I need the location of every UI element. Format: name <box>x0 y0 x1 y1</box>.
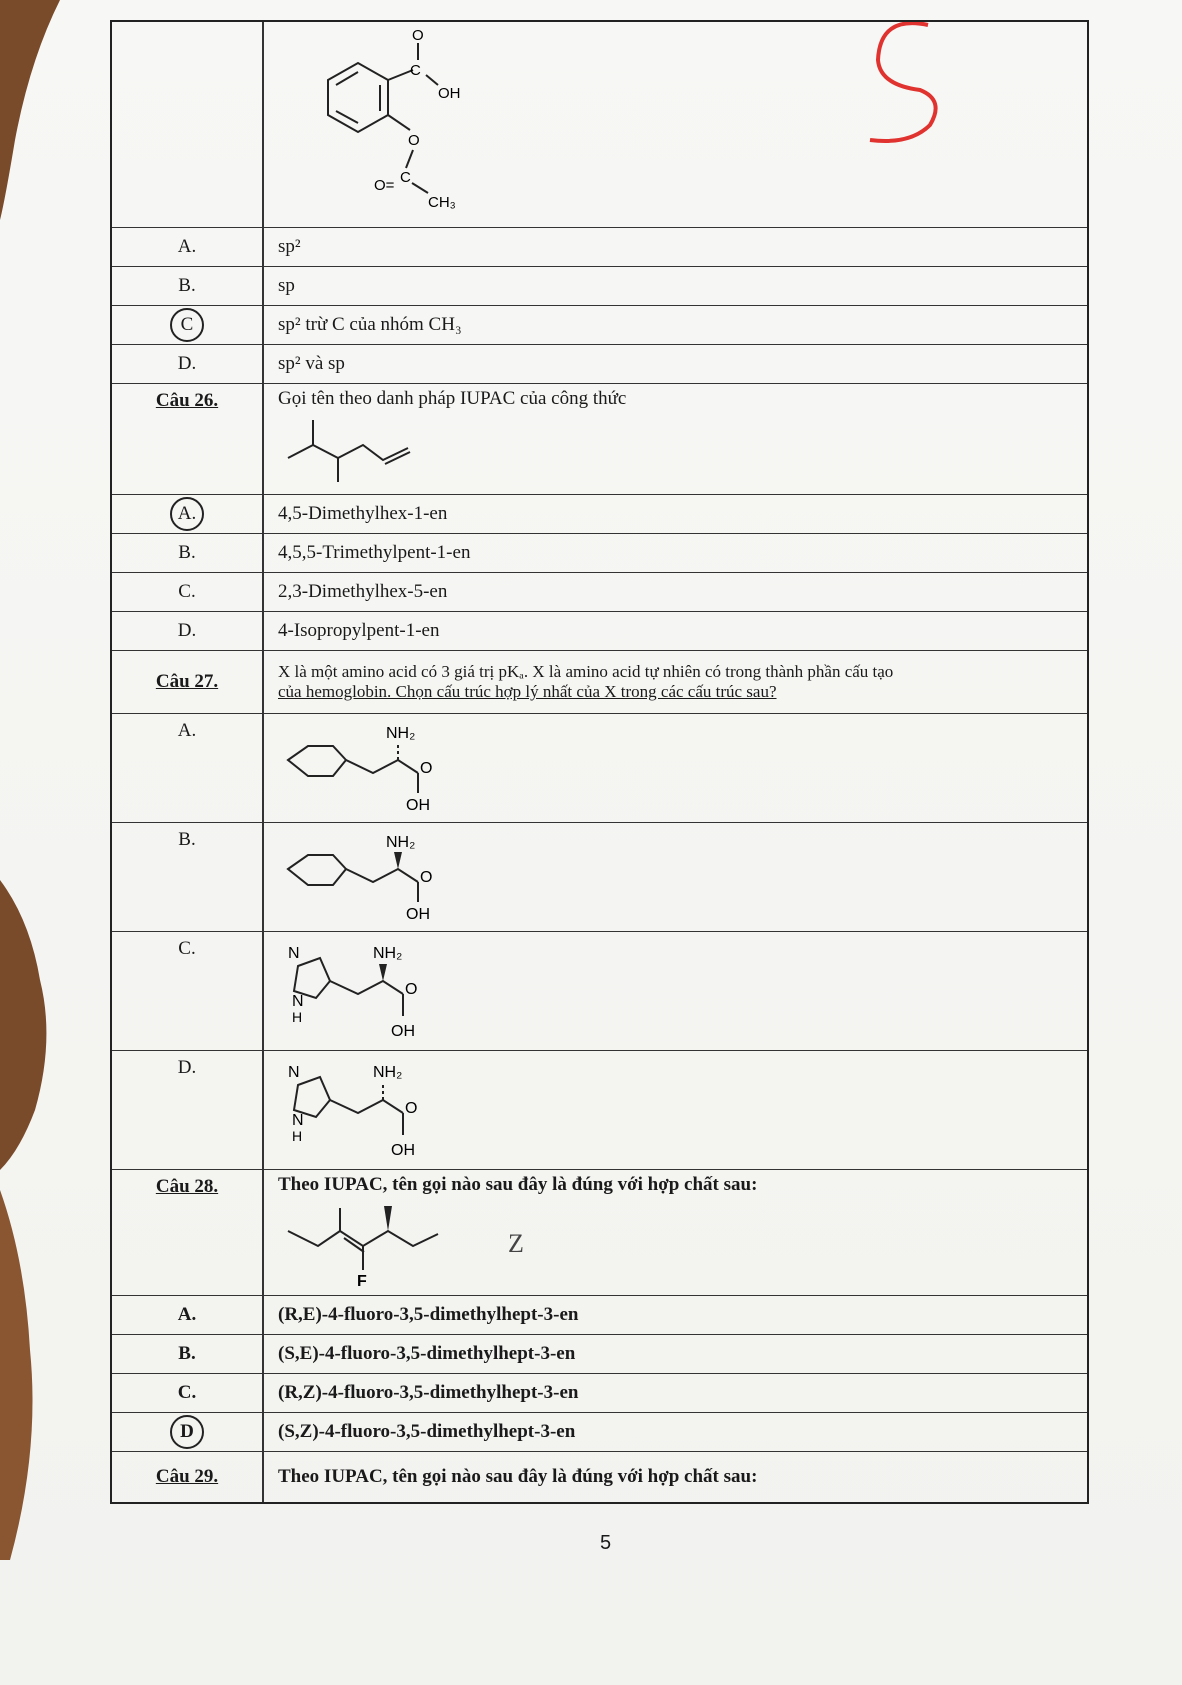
q27-option-b-row <box>112 823 1087 932</box>
q28-number: Câu 28. <box>112 1170 264 1295</box>
q27-option-c-label: C. <box>112 932 264 1050</box>
q28-option-a-row <box>112 1296 1087 1335</box>
q28-option-a-label: A. <box>112 1296 264 1334</box>
q27-question-line1: X là một amino acid có 3 giá trị pKₐ. X là amino acid tự nhiên có trong thành phần cấu tạo <box>278 662 894 681</box>
q27-d-nh-label: N <box>292 1112 304 1129</box>
q28-question-text: Theo IUPAC, tên gọi nào sau đây là đúng với hợp chất sau: <box>278 1174 758 1195</box>
q29-question-text: Theo IUPAC, tên gọi nào sau đây là đúng với hợp chất sau: <box>278 1466 758 1487</box>
q28-option-b-row <box>112 1335 1087 1374</box>
q28-question-cell <box>264 1170 1087 1295</box>
q29-number: Câu 29. <box>112 1452 264 1502</box>
q25-structure-cell <box>264 22 1087 227</box>
q28-handwritten-z: Z <box>508 1228 524 1258</box>
q26-option-d-row <box>112 612 1087 651</box>
q27-a-phenylalanine <box>278 718 478 818</box>
aspirin-o-top-label: O <box>412 26 424 44</box>
q28-f-label: F <box>357 1273 367 1290</box>
q25-option-d-text: sp² và sp <box>278 353 345 374</box>
aspirin-ch3-label: CH₃ <box>428 193 456 211</box>
q27-d-o-label: O <box>405 1100 418 1117</box>
q28-question-row <box>112 1170 1087 1296</box>
q27-c-h-label: H <box>292 1009 303 1025</box>
q27-d-h-label: H <box>292 1128 303 1144</box>
q27-b-nh2-label: NH₂ <box>386 834 416 851</box>
q27-d-n-label: N <box>288 1064 300 1081</box>
q27-option-b-structure-cell <box>264 823 1087 931</box>
q25-option-d-row <box>112 345 1087 384</box>
q28-option-d-text: (S,Z)-4-fluoro-3,5-dimethylhept-3-en <box>278 1421 576 1442</box>
q27-a-oh-label: OH <box>406 797 430 814</box>
q27-option-a-structure-cell <box>264 714 1087 822</box>
q27-c-oh-label: OH <box>391 1023 415 1040</box>
q26-option-d-text: 4-Isopropylpent-1-en <box>278 620 440 641</box>
q28-option-b-text: (S,E)-4-fluoro-3,5-dimethylhept-3-en <box>278 1343 576 1364</box>
q29-question-row <box>112 1452 1087 1502</box>
q27-b-oh-label: OH <box>406 906 430 923</box>
q27-question-cell <box>264 651 1087 713</box>
q27-a-nh2-label: NH₂ <box>386 725 416 742</box>
exam-table <box>110 20 1089 1504</box>
q25-option-d-label: D. <box>112 345 264 383</box>
q25-structure-row <box>112 22 1087 228</box>
q25-option-b-row <box>112 267 1087 306</box>
q27-option-d-structure-cell <box>264 1051 1087 1169</box>
q26-option-a-row <box>112 495 1087 534</box>
q28-skeletal-structure <box>278 1196 478 1291</box>
q26-skeletal-structure <box>278 410 428 485</box>
q27-option-c-structure-cell <box>264 932 1087 1050</box>
q25-option-a-row <box>112 228 1087 267</box>
q27-option-d-label: D. <box>112 1051 264 1169</box>
page-number: 5 <box>600 1532 612 1554</box>
aspirin-o-mid-label: O <box>408 131 420 149</box>
aspirin-structure <box>278 25 498 225</box>
q27-d-nh2-label: NH₂ <box>373 1064 403 1081</box>
aspirin-c1-label: C <box>410 61 421 79</box>
q27-b-o-label: O <box>420 869 433 886</box>
q27-a-o-label: O <box>420 760 433 777</box>
q26-question-cell <box>264 384 1087 494</box>
q28-option-c-text: (R,Z)-4-fluoro-3,5-dimethylhept-3-en <box>278 1382 579 1403</box>
q28-option-d-circled-label: D <box>170 1415 204 1449</box>
q25-number-cell <box>112 22 264 227</box>
q26-question-row <box>112 384 1087 495</box>
q25-option-c-row <box>112 306 1087 345</box>
q27-option-b-label: B. <box>112 823 264 931</box>
q27-c-histidine <box>278 936 478 1046</box>
q27-option-a-label: A. <box>112 714 264 822</box>
q26-option-b-text: 4,5,5-Trimethylpent-1-en <box>278 542 471 563</box>
q27-c-nh-label: N <box>292 993 304 1010</box>
q28-option-c-row <box>112 1374 1087 1413</box>
q25-option-c-text: sp² trừ C của nhóm CH₃ <box>278 314 462 335</box>
q27-c-n-label: N <box>288 945 300 962</box>
q26-option-b-row <box>112 534 1087 573</box>
q26-option-a-circled-label: A. <box>170 497 204 531</box>
q25-option-b-label: B. <box>112 267 264 305</box>
q26-option-c-row <box>112 573 1087 612</box>
q28-option-c-label: C. <box>112 1374 264 1412</box>
q27-b-phenylalanine <box>278 827 478 927</box>
q28-option-b-label: B. <box>112 1335 264 1373</box>
q27-d-histidine <box>278 1055 478 1165</box>
q27-option-c-row <box>112 932 1087 1051</box>
q27-number: Câu 27. <box>112 651 264 713</box>
q26-option-a-label-cell <box>112 495 264 533</box>
q25-option-a-text: sp² <box>278 236 301 257</box>
q27-question-row <box>112 651 1087 714</box>
q28-option-d-label-cell <box>112 1413 264 1451</box>
q25-option-c-circled-label: C <box>170 308 204 342</box>
q25-option-c-label-cell <box>112 306 264 344</box>
q27-option-d-row <box>112 1051 1087 1170</box>
q26-option-a-text: 4,5-Dimethylhex-1-en <box>278 503 448 524</box>
q28-option-a-text: (R,E)-4-fluoro-3,5-dimethylhept-3-en <box>278 1304 579 1325</box>
q27-c-o-label: O <box>405 981 418 998</box>
q26-option-c-text: 2,3-Dimethylhex-5-en <box>278 581 448 602</box>
q28-option-d-row <box>112 1413 1087 1452</box>
q27-question-line2: của hemoglobin. Chọn cấu trúc hợp lý nhất của X trong các cấu trúc sau? <box>278 682 777 701</box>
aspirin-c2-label: C <box>400 168 411 186</box>
q26-question-text: Gọi tên theo danh pháp IUPAC của công thức <box>278 388 627 409</box>
q26-number: Câu 26. <box>112 384 264 494</box>
q27-d-oh-label: OH <box>391 1142 415 1159</box>
q26-option-d-label: D. <box>112 612 264 650</box>
aspirin-o-left-label: O= <box>374 176 395 194</box>
q27-c-nh2-label: NH₂ <box>373 945 403 962</box>
q26-option-b-label: B. <box>112 534 264 572</box>
q25-option-a-label: A. <box>112 228 264 266</box>
q26-option-c-label: C. <box>112 573 264 611</box>
q25-option-b-text: sp <box>278 275 295 296</box>
q27-option-a-row <box>112 714 1087 823</box>
aspirin-oh-label: OH <box>438 84 461 102</box>
torn-edge-decoration <box>0 0 70 1685</box>
